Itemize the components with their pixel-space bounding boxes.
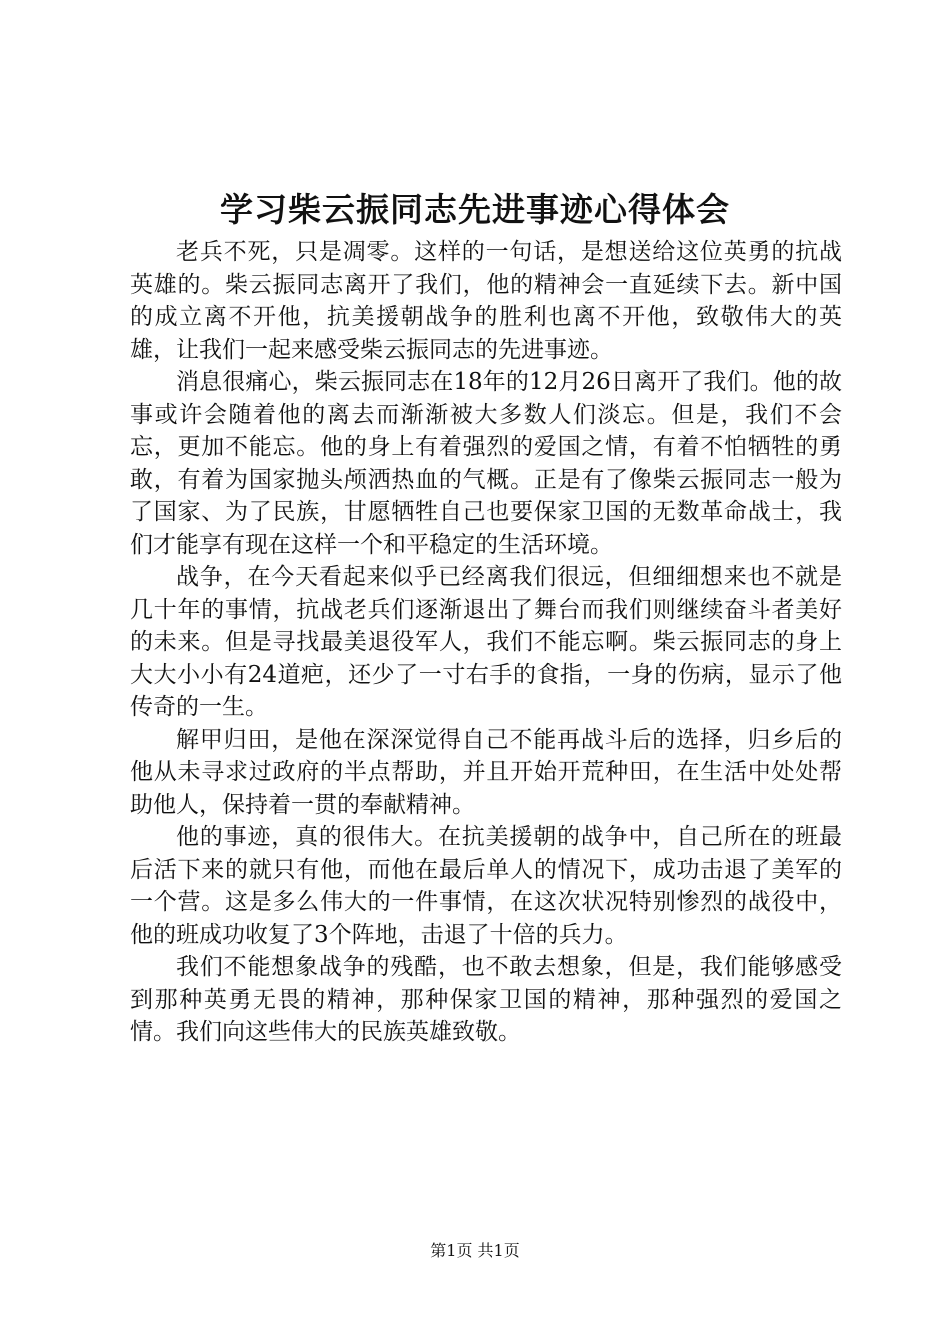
paragraph-3: 战争，在今天看起来似乎已经离我们很远，但细细想来也不就是几十年的事情，抗战老兵们逐渐退出了舞台而我们则继续奋斗者美好的未来。但是寻找最美退役军人，我们不能忘啊。柴云振同志的身上大大小小有24道疤，还少了一寸右手的食指，一身的伤病，显示了他传奇的一生。 — [130, 564, 842, 720]
page-number-footer: 第1页 共1页 — [430, 1241, 520, 1260]
paragraph-6: 我们不能想象战争的残酷，也不敢去想象，但是，我们能够感受到那种英勇无畏的精神，那种保家卫国的精神，那种强烈的爱国之情。我们向这些伟大的民族英雄致敬。 — [130, 954, 842, 1045]
document-title: 学习柴云振同志先进事迹心得体会 — [220, 190, 730, 229]
paragraph-4: 解甲归田，是他在深深觉得自己不能再战斗后的选择，归乡后的他从未寻求过政府的半点帮助，并且开始开荒种田，在生活中处处帮助他人，保持着一贯的奉献精神。 — [130, 726, 842, 818]
document-body — [130, 236, 842, 1049]
paragraph-1: 老兵不死，只是凋零。这样的一句话，是想送给这位英勇的抗战英雄的。柴云振同志离开了我们，他的精神会一直延续下去。新中国的成立离不开他，抗美援朝战争的胜利也离不开他，致敬伟大的英雄，让我们一起来感受柴云振同志的先进事迹。 — [130, 239, 842, 363]
paragraph-2: 消息很痛心，柴云振同志在18年的12月26日离开了我们。他的故事或许会随着他的离去而渐渐被大多数人们淡忘。但是，我们不会忘，更加不能忘。他的身上有着强烈的爱国之情，有着不怕牺牲的勇敢，有着为国家抛头颅洒热血的气概。正是有了像柴云振同志一般为了国家、为了民族，甘愿牺牲自己也要保家卫国的无数革命战士，我们才能享有现在这样一个和平稳定的生活环境。 — [130, 369, 842, 558]
paragraph-5: 他的事迹，真的很伟大。在抗美援朝的战争中，自己所在的班最后活下来的就只有他，而他在最后单人的情况下，成功击退了美军的一个营。这是多么伟大的一件事情，在这次状况特别惨烈的战役中，他的班成功收复了3个阵地，击退了十倍的兵力。 — [130, 824, 842, 948]
